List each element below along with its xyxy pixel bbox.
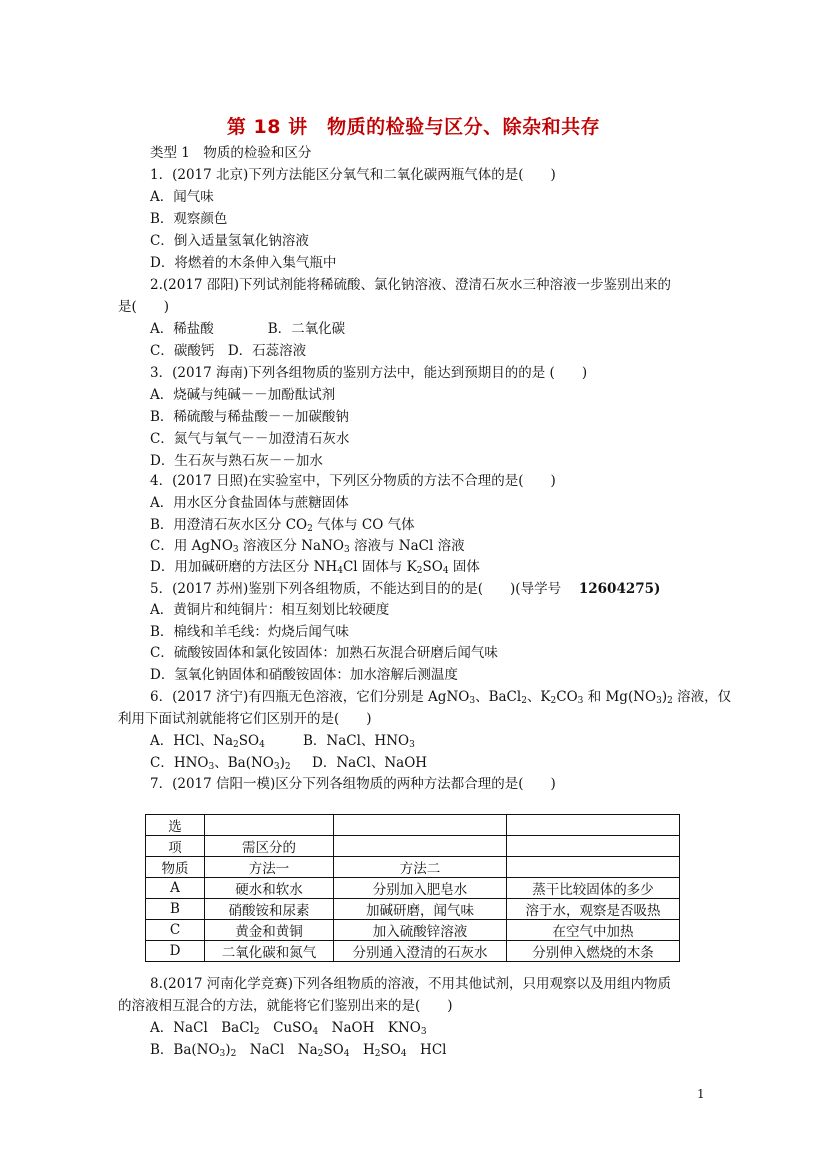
question-8-option-b: B．$Ba(NO_3)_2$ NaCl $Na_2SO_4$ $H_2SO_4$ HCl	[150, 1042, 447, 1059]
section-heading: 类型 1 物质的检验和区分	[150, 145, 312, 161]
question-6-stem-cont: 利用下面试剂就能将它们区别开的是( )	[118, 711, 372, 727]
question-1-option-a: A．闻气味	[150, 189, 214, 205]
question-7-table	[145, 814, 680, 962]
table-cell: 选	[146, 815, 205, 836]
table-cell: 方法二	[334, 857, 507, 878]
question-2-stem-cont: 是( )	[118, 299, 170, 315]
question-2-options-ab: A．稀盐酸 B．二氧化碳	[150, 321, 346, 337]
question-5-option-b: B．棉线和羊毛线：灼烧后闻气味	[150, 624, 349, 640]
table-cell: 硝酸铵和尿素	[205, 899, 334, 920]
table-row	[146, 857, 680, 878]
question-8-stem-cont: 的溶液相互混合的方法，就能将它们鉴别出来的是( )	[118, 998, 453, 1014]
table-cell: 方法一	[205, 857, 334, 878]
question-1-option-d: D．将燃着的木条伸入集气瓶中	[150, 255, 337, 271]
table-cell	[507, 815, 680, 836]
question-1-stem: 1．(2017 北京)下列方法能区分氧气和二氧化碳两瓶气体的是( )	[150, 167, 556, 183]
table-row	[146, 836, 680, 857]
question-6-option-b: B．NaCl、$HNO_3$	[303, 733, 415, 750]
table-cell: 需区分的	[205, 836, 334, 857]
guide-code: 12604275)	[578, 581, 661, 597]
table-cell	[507, 836, 680, 857]
table-cell: 分别伸入燃烧的木条	[507, 941, 680, 962]
table-cell: 蒸干比较固体的多少	[507, 878, 680, 899]
question-5-option-d: D．氢氧化钠固体和硝酸铵固体：加水溶解后测温度	[150, 667, 458, 683]
question-3-option-a: A．烧碱与纯碱－－加酚酞试剂	[150, 387, 336, 403]
table-cell: C	[146, 920, 205, 941]
table-cell: 加碱研磨，闻气味	[334, 899, 507, 920]
table-row	[146, 920, 680, 941]
table-row	[146, 878, 680, 899]
question-8-option-a: A．NaCl BaCl$_2$ CuSO$_4$ NaOH $KNO_3$	[150, 1020, 427, 1037]
question-5-option-c: C．硫酸铵固体和氯化铵固体：加熟石灰混合研磨后闻气味	[150, 645, 498, 661]
table-cell	[334, 836, 507, 857]
table-cell: B	[146, 899, 205, 920]
question-4-option-c: C．用 AgNO$_3$ 溶液区分 NaNO$_3$ 溶液与 NaCl 溶液	[150, 538, 465, 555]
question-6-stem: 6．(2017 济宁)有四瓶无色溶液，它们分别是 AgNO$_3$、BaCl$_2$、$K_2CO_3$ 和 $Mg(NO_3)_2$ 溶液，仅	[150, 689, 732, 706]
table-cell: 黄金和黄铜	[205, 920, 334, 941]
question-8-stem: 8.(2017 河南化学竞赛)下列各组物质的溶液，不用其他试剂，只用观察以及用组内物质	[150, 976, 672, 992]
table-cell	[334, 815, 507, 836]
question-7-stem: 7．(2017 信阳一模)区分下列各组物质的两种方法都合理的是( )	[150, 776, 556, 792]
table-cell: 分别通入澄清的石灰水	[334, 941, 507, 962]
table-row	[146, 815, 680, 836]
question-4-option-a: A．用水区分食盐固体与蔗糖固体	[150, 495, 349, 511]
table-cell: 物质	[146, 857, 205, 878]
table-cell: 二氧化碳和氮气	[205, 941, 334, 962]
table-row	[146, 941, 680, 962]
table-row	[146, 899, 680, 920]
table-cell: 分别加入肥皂水	[334, 878, 507, 899]
question-2-stem: 2.(2017 邵阳)下列试剂能将稀硫酸、氯化钠溶液、澄清石灰水三种溶液一步鉴别出来的	[150, 277, 672, 293]
table-cell: 硬水和软水	[205, 878, 334, 899]
question-6-option-a: A．HCl、$Na_2SO_4$	[150, 733, 265, 750]
question-3-option-d: D．生石灰与熟石灰－－加水	[150, 453, 323, 469]
page-number: 1	[697, 1087, 705, 1101]
question-2-options-cd: C．碳酸钙 D．石蕊溶液	[150, 343, 307, 359]
table-cell: 在空气中加热	[507, 920, 680, 941]
table-cell	[205, 815, 334, 836]
question-3-stem: 3．(2017 海南)下列各组物质的鉴别方法中，能达到预期目的的是 ( )	[150, 365, 588, 381]
table-cell: 溶于水，观察是否吸热	[507, 899, 680, 920]
question-4-option-b: B．用澄清石灰水区分 $CO_2$ 气体与 CO 气体	[150, 517, 415, 534]
table-cell: D	[146, 941, 205, 962]
question-4-stem: 4．(2017 日照)在实验室中，下列区分物质的方法不合理的是( )	[150, 473, 556, 489]
question-1-option-b: B．观察颜色	[150, 211, 228, 227]
question-4-option-d: D．用加碱研磨的方法区分 $NH_4Cl$ 固体与 $K_2SO_4$ 固体	[150, 559, 480, 576]
table-cell: A	[146, 878, 205, 899]
question-5-stem: 5．(2017 苏州)鉴别下列各组物质，不能达到目的的是( )(导学号 12604275)	[150, 581, 661, 597]
table-cell: 加入硫酸锌溶液	[334, 920, 507, 941]
question-6-option-d: D．NaCl、NaOH	[312, 755, 428, 771]
page-title: 第 18 讲 物质的检验与区分、除杂和共存	[226, 116, 601, 138]
table-cell	[507, 857, 680, 878]
question-5-option-a: A．黄铜片和纯铜片：相互刻划比较硬度	[150, 602, 390, 618]
question-3-option-b: B．稀硫酸与稀盐酸－－加碳酸钠	[150, 409, 349, 425]
question-6-option-c: C．$HNO_3$、$Ba(NO_3)_2$	[150, 755, 291, 772]
question-3-option-c: C．氮气与氧气－－加澄清石灰水	[150, 431, 350, 447]
question-1-option-c: C．倒入适量氢氧化钠溶液	[150, 233, 309, 249]
table-cell: 项	[146, 836, 205, 857]
